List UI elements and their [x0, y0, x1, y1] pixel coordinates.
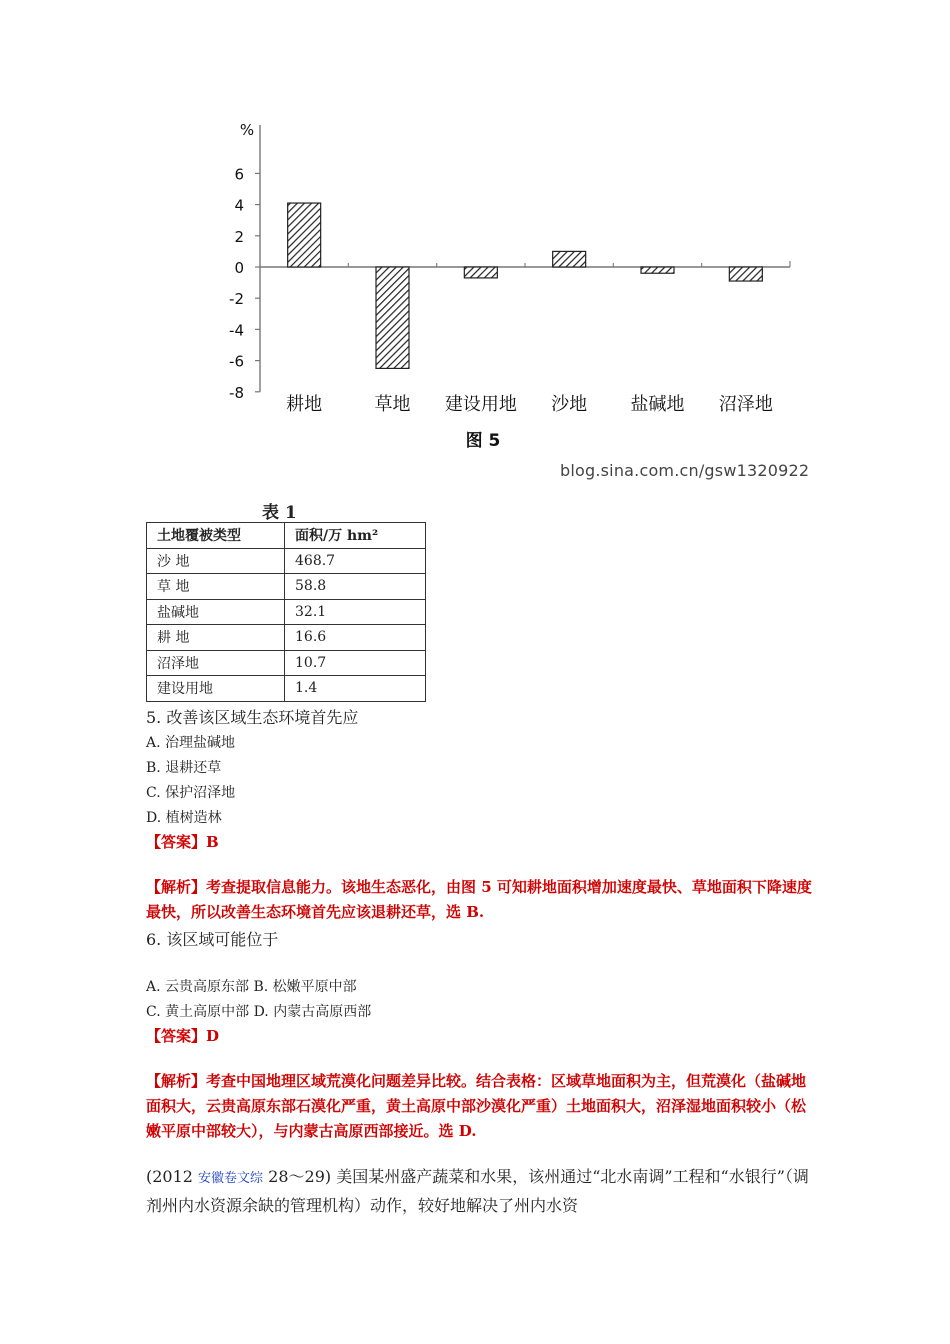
table-row	[147, 599, 426, 625]
table-row	[147, 574, 426, 600]
intro-year: (2012	[146, 1167, 199, 1186]
table-cell: 10.7	[285, 650, 426, 676]
table-row	[147, 625, 426, 651]
land-change-bar-chart	[215, 115, 815, 460]
table-cell: 1.4	[285, 676, 426, 702]
bar-6	[729, 267, 762, 281]
y-tick-label: -2	[229, 290, 244, 309]
question-6-options-line1: A. 云贵高原东部 B. 松嫩平原中部	[146, 979, 357, 995]
question-5-analysis: 【解析】考查提取信息能力。该地生态恶化，由图 5 可知耕地面积增加速度最快、草地面积下降速度最快，所以改善生态环境首先应该退耕还草，选 B.	[146, 878, 812, 921]
question-6-answer: 【答案】D	[146, 1027, 220, 1045]
bar-5	[641, 267, 674, 273]
x-category-label: 沙地	[551, 393, 588, 415]
chart-watermark: blog.sina.com.cn/gsw1320922	[560, 461, 810, 480]
question-5-option-c: C. 保护沼泽地	[146, 785, 236, 801]
y-tick-label: -6	[229, 352, 244, 371]
table-cell: 16.6	[285, 625, 426, 651]
table-cell: 盐碱地	[147, 599, 285, 625]
question-5-answer: 【答案】B	[146, 833, 219, 851]
question-6-stem: 6. 该区域可能位于	[146, 930, 279, 949]
question-6-options-line2: C. 黄土高原中部 D. 内蒙古高原西部	[146, 1004, 372, 1020]
y-tick-label: 2	[234, 227, 244, 246]
bar-1	[288, 203, 321, 267]
question-5-option-a: A. 治理盐碱地	[146, 735, 236, 751]
y-tick-label: -4	[229, 321, 244, 340]
x-category-label: 草地	[374, 393, 411, 415]
table-cell: 建设用地	[147, 676, 285, 702]
intro-paragraph	[146, 1163, 818, 1219]
y-axis-unit-label: %	[239, 121, 255, 139]
intro-source: 安徽卷文综	[198, 1171, 264, 1186]
x-category-label: 盐碱地	[630, 393, 685, 415]
question-5-option-d: D. 植树造林	[146, 810, 222, 826]
question-6-analysis: 【解析】考查中国地理区域荒漠化问题差异比较。结合表格：区域草地面积为主，但荒漠化（盐碱地面积大，云贵高原东部石漠化严重，黄土高原中部沙漠化严重）土地面积大，沼泽湿地面积较小（松嫩平原中部较大），与内蒙古高原西部接近。选 D.	[146, 1072, 807, 1140]
bar-2	[376, 267, 409, 368]
x-category-label: 建设用地	[444, 393, 517, 415]
bar-4	[553, 251, 586, 267]
y-tick-label: 6	[234, 165, 244, 184]
y-tick-label: 0	[234, 259, 244, 277]
table-cell: 58.8	[285, 574, 426, 600]
table-row	[147, 676, 426, 702]
x-category-label: 耕地	[286, 393, 323, 415]
table-row	[147, 548, 426, 574]
intro-text: 28～29) 美国某州盛产蔬菜和水果，该州通过“北水南调”工程和“水银行”（调剂州内水资源余缺的管理机构）动作，较好地解决了州内水资	[146, 1167, 809, 1215]
x-category-label: 沼泽地	[718, 393, 773, 415]
table-cell: 468.7	[285, 548, 426, 574]
y-tick-label: 4	[234, 196, 244, 215]
table-cell: 草 地	[147, 574, 285, 600]
table-cell: 32.1	[285, 599, 426, 625]
question-5-option-b: B. 退耕还草	[146, 760, 222, 776]
question-5-stem: 5. 改善该区域生态环境首先应	[146, 708, 359, 727]
table-cell: 沙 地	[147, 548, 285, 574]
bar-3	[464, 267, 497, 278]
table-row	[147, 650, 426, 676]
y-tick-label: -8	[229, 383, 244, 402]
table-header-area: 面积/万 hm²	[285, 523, 426, 549]
land-cover-table	[146, 522, 426, 702]
table-header-row	[147, 523, 426, 549]
table-header-type: 土地覆被类型	[147, 523, 285, 549]
table-title: 表 1	[262, 503, 297, 523]
figure-caption: 图 5	[465, 431, 501, 451]
table-cell: 沼泽地	[147, 650, 285, 676]
table-cell: 耕 地	[147, 625, 285, 651]
